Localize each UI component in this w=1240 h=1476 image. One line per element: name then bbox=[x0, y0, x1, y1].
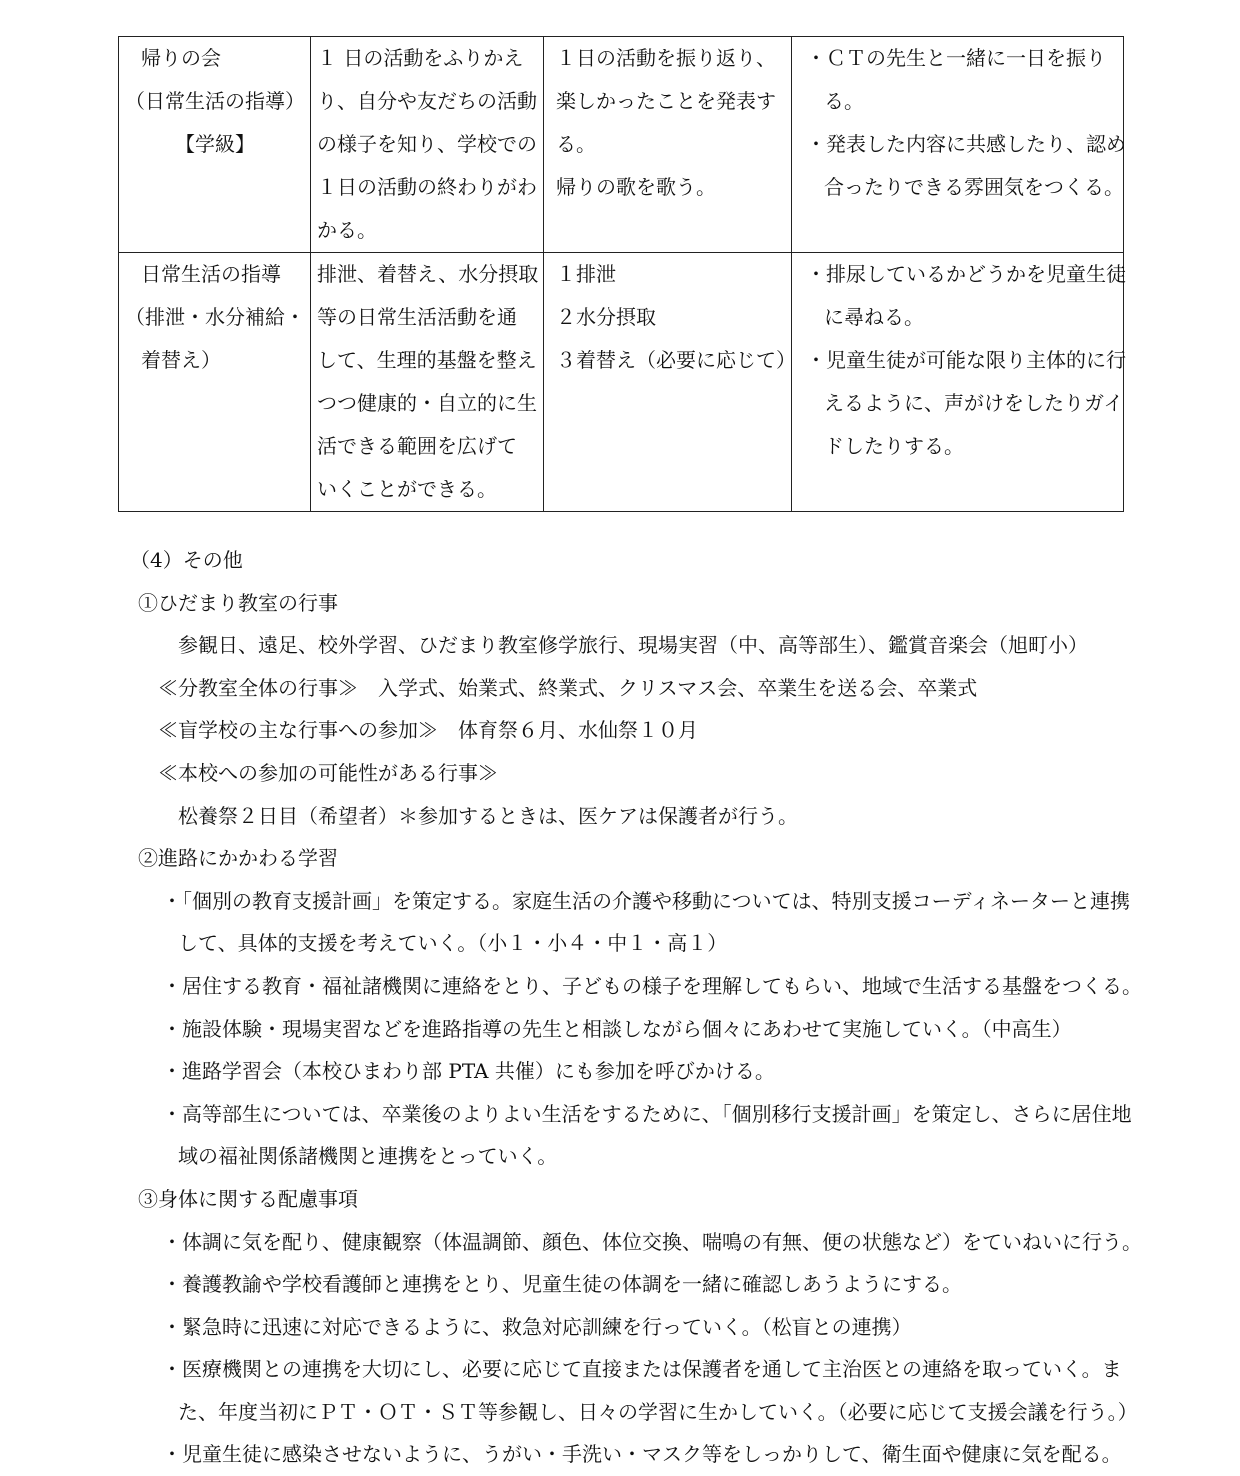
list-item: ・体調に気を配り、健康観察（体温調節、顔色、体位交換、喘鳴の有無、便の状態など）をていねいに行う。 bbox=[162, 1229, 1142, 1254]
goal-cell bbox=[311, 37, 544, 253]
cell-line: １日の活動を振り返り、 bbox=[556, 46, 776, 70]
content-cell bbox=[544, 37, 792, 253]
list-item-continued: して、具体的支援を考えていく。（小１・小４・中１・高１） bbox=[178, 931, 728, 956]
content-cell bbox=[544, 253, 796, 512]
cell-line: る。 bbox=[824, 89, 864, 113]
paragraph: 参観日、遠足、校外学習、ひだまり教室修学旅行、現場実習（中、高等部生）、鑑賞音楽会（旭町小） bbox=[178, 633, 1088, 658]
table-row bbox=[119, 253, 1124, 512]
list-item: ・施設体験・現場実習などを進路指導の先生と相談しながら個々にあわせて実施していく。（中高生） bbox=[162, 1016, 1072, 1041]
cell-line: １排泄 bbox=[556, 262, 616, 286]
table-row bbox=[119, 37, 1124, 253]
cell-line: 帰りの会 bbox=[141, 46, 221, 70]
cell-line: に尋ねる。 bbox=[824, 305, 924, 329]
cell-line: 帰りの歌を歌う。 bbox=[556, 175, 716, 199]
cell-line: ・排尿しているかどうかを児童生徒 bbox=[806, 262, 1126, 286]
activity-table bbox=[118, 36, 1124, 512]
cell-line: 排泄、着替え、水分摂取 bbox=[317, 262, 539, 286]
cell-line: 【学級】 bbox=[175, 132, 255, 156]
activity-name-cell bbox=[119, 37, 311, 253]
subsection-title: ③身体に関する配慮事項 bbox=[138, 1186, 358, 1211]
cell-line: えるように、声がけをしたりガイ bbox=[824, 391, 1124, 415]
list-item: ・緊急時に迅速に対応できるように、救急対応訓練を行っていく。（松盲との連携） bbox=[162, 1314, 912, 1339]
cell-line: り、自分や友だちの活動 bbox=[317, 89, 537, 113]
subsection-title: ②進路にかかわる学習 bbox=[138, 846, 338, 871]
cell-line: 活できる範囲を広げて bbox=[317, 434, 517, 458]
list-item: ・進路学習会（本校ひまわり部 PTA 共催）にも参加を呼びかける。 bbox=[162, 1059, 775, 1084]
list-item-continued: 域の福祉関係諸機関と連携をとっていく。 bbox=[178, 1144, 558, 1169]
cell-line: ３着替え（必要に応じて） bbox=[556, 348, 796, 372]
list-item: ・養護教諭や学校看護師と連携をとり、児童生徒の体調を一緒に確認しあうようにする。 bbox=[162, 1272, 962, 1297]
list-item: ・居住する教育・福祉諸機関に連絡をとり、子どもの様子を理解してもらい、地域で生活する基盤をつくる。 bbox=[162, 973, 1142, 998]
cell-line: １日の活動の終わりがわ bbox=[317, 175, 537, 199]
list-item: ・高等部生については、卒業後のよりよい生活をするために、「個別移行支援計画」を策定し、さらに居住地 bbox=[162, 1101, 1132, 1126]
cell-line: 等の日常生活活動を通 bbox=[317, 305, 517, 329]
paragraph: 松養祭２日目（希望者）＊参加するときは、医ケアは保護者が行う。 bbox=[178, 803, 798, 828]
section-heading: （4）その他 bbox=[130, 548, 243, 572]
activity-name-cell bbox=[119, 253, 311, 512]
other-section bbox=[130, 539, 1142, 1476]
cell-line: （日常生活の指導） bbox=[125, 89, 305, 113]
paragraph: ≪盲学校の主な行事への参加≫ 体育祭６月、水仙祭１０月 bbox=[158, 718, 698, 743]
list-item: ・医療機関との連携を大切にし、必要に応じて直接または保護者を通して主治医との連絡を取っていく。ま bbox=[162, 1357, 1122, 1382]
list-item: ・「個別の教育支援計画」を策定する。家庭生活の介護や移動については、特別支援コーディネーターと連携 bbox=[162, 888, 1130, 913]
cell-line: 合ったりできる雰囲気をつくる。 bbox=[824, 175, 1124, 199]
cell-line: 楽しかったことを発表す bbox=[556, 89, 776, 113]
cell-line: いくことができる。 bbox=[317, 477, 497, 501]
cell-line: ・ＣＴの先生と一緒に一日を振り bbox=[806, 46, 1106, 70]
notes-cell bbox=[792, 37, 1124, 253]
paragraph: ≪分教室全体の行事≫ 入学式、始業式、終業式、クリスマス会、卒業生を送る会、卒業式 bbox=[158, 675, 978, 700]
cell-line: つつ健康的・自立的に生 bbox=[317, 391, 537, 415]
cell-line: の様子を知り、学校での bbox=[317, 132, 537, 156]
cell-line: 着替え） bbox=[141, 348, 221, 372]
notes-cell bbox=[792, 253, 1124, 512]
paragraph: ≪本校への参加の可能性がある行事≫ bbox=[158, 760, 498, 785]
cell-line: ・児童生徒が可能な限り主体的に行 bbox=[806, 348, 1126, 372]
subsection-title: ①ひだまり教室の行事 bbox=[138, 590, 338, 615]
cell-line: る。 bbox=[556, 132, 596, 156]
list-item-continued: た、年度当初にＰＴ・ＯＴ・ＳＴ等参観し、日々の学習に生かしていく。（必要に応じて支援会議を行う。） bbox=[178, 1399, 1138, 1424]
cell-line: かる。 bbox=[317, 218, 377, 242]
cell-line: （排泄・水分補給・ bbox=[125, 305, 305, 329]
cell-line: １ 日の活動をふりかえ bbox=[317, 46, 524, 70]
cell-line: ドしたりする。 bbox=[824, 434, 964, 458]
goal-cell bbox=[311, 253, 544, 512]
cell-line: ・発表した内容に共感したり、認め bbox=[806, 132, 1126, 156]
list-item: ・児童生徒に感染させないように、うがい・手洗い・マスク等をしっかりして、衛生面や健康に気を配る。 bbox=[162, 1442, 1122, 1467]
cell-line: して、生理的基盤を整え bbox=[317, 348, 537, 372]
cell-line: ２水分摂取 bbox=[556, 305, 656, 329]
cell-line: 日常生活の指導 bbox=[141, 262, 281, 286]
